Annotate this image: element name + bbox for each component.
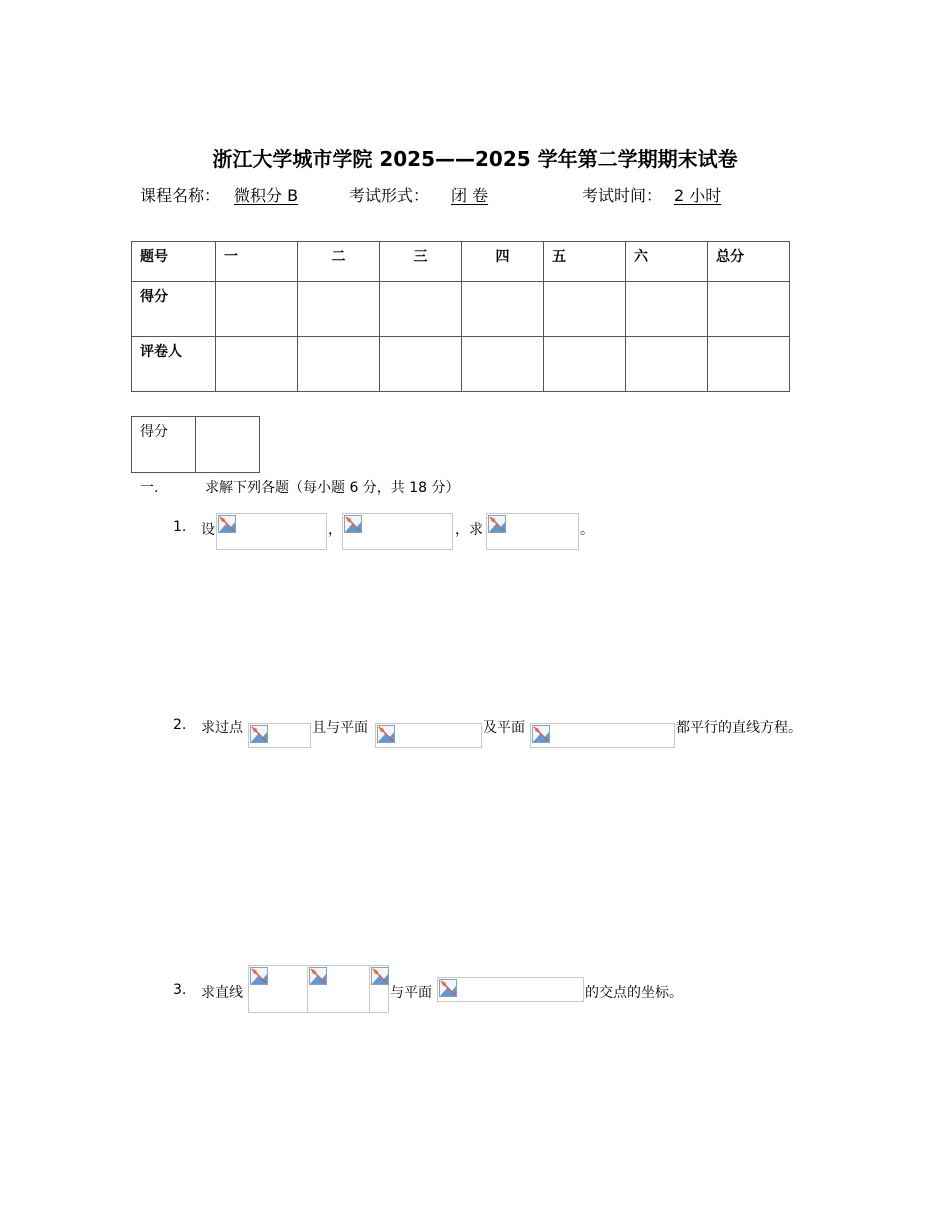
score-header-cell: 六 bbox=[626, 242, 708, 282]
formula-image bbox=[375, 723, 482, 748]
score-table-row bbox=[132, 282, 790, 337]
q3-text: 与平面 bbox=[390, 985, 432, 1001]
q3-number: 3. bbox=[173, 982, 187, 998]
grader-cell[interactable] bbox=[544, 337, 626, 392]
score-table-header-row bbox=[132, 242, 790, 282]
grader-cell[interactable] bbox=[216, 337, 298, 392]
grader-cell[interactable] bbox=[626, 337, 708, 392]
score-header-cell: 五 bbox=[544, 242, 626, 282]
exam-time-value: 2 小时 bbox=[674, 186, 722, 205]
score-header-cell: 总分 bbox=[708, 242, 790, 282]
grader-table-row bbox=[132, 337, 790, 392]
q2-text: 都平行的直线方程。 bbox=[676, 720, 802, 736]
q3-text: 的交点的坐标。 bbox=[585, 985, 683, 1001]
grader-cell[interactable] bbox=[380, 337, 462, 392]
score-cell[interactable] bbox=[708, 282, 790, 337]
score-header-cell: 二 bbox=[298, 242, 380, 282]
broken-image-icon bbox=[439, 979, 457, 997]
score-header-cell: 四 bbox=[462, 242, 544, 282]
section-score-label: 得分 bbox=[132, 417, 196, 473]
score-cell[interactable] bbox=[216, 282, 298, 337]
q1-text: 。 bbox=[580, 522, 594, 538]
exam-time-label: 考试时间： bbox=[582, 186, 663, 205]
section-score-box bbox=[131, 416, 260, 473]
exam-form-label: 考试形式： bbox=[349, 186, 430, 205]
exam-title: 浙江大学城市学院 2025——2025 学年第二学期期末试卷 bbox=[212, 147, 738, 171]
formula-image bbox=[248, 723, 311, 748]
score-header-cell: 题号 bbox=[132, 242, 216, 282]
broken-image-icon bbox=[532, 725, 550, 743]
formula-image bbox=[248, 965, 308, 1013]
section-score-cell[interactable] bbox=[196, 417, 260, 473]
formula-image bbox=[437, 977, 584, 1002]
q3-text: 求直线 bbox=[201, 985, 243, 1001]
broken-image-icon bbox=[377, 725, 395, 743]
score-cell[interactable] bbox=[298, 282, 380, 337]
score-cell[interactable] bbox=[626, 282, 708, 337]
formula-image bbox=[369, 965, 389, 1013]
q2-text: 求过点 bbox=[201, 720, 243, 736]
q1-text: ， bbox=[328, 522, 342, 538]
broken-image-icon bbox=[250, 967, 268, 985]
broken-image-icon bbox=[218, 515, 236, 533]
grader-cell[interactable] bbox=[462, 337, 544, 392]
grader-cell[interactable] bbox=[708, 337, 790, 392]
course-label: 课程名称： bbox=[140, 186, 221, 205]
grader-cell[interactable] bbox=[298, 337, 380, 392]
q2-text: 及平面 bbox=[483, 720, 525, 736]
broken-image-icon bbox=[488, 515, 506, 533]
q1-text: ，求 bbox=[455, 522, 483, 538]
broken-image-icon bbox=[250, 725, 268, 743]
formula-image bbox=[342, 513, 453, 550]
broken-image-icon bbox=[371, 967, 389, 985]
score-table bbox=[131, 241, 790, 392]
q1-number: 1. bbox=[173, 519, 187, 535]
q2-number: 2. bbox=[173, 717, 187, 733]
formula-image bbox=[486, 513, 579, 550]
section-number: 一. bbox=[140, 480, 159, 496]
score-cell[interactable] bbox=[462, 282, 544, 337]
q1-text: 设 bbox=[201, 522, 215, 538]
broken-image-icon bbox=[309, 967, 327, 985]
section-title: 求解下列各题（每小题 6 分，共 18 分） bbox=[205, 480, 460, 496]
formula-image bbox=[307, 965, 370, 1013]
exam-form-value: 闭 卷 bbox=[451, 186, 489, 205]
course-value: 微积分 B bbox=[234, 186, 299, 205]
score-cell[interactable] bbox=[380, 282, 462, 337]
formula-image bbox=[530, 723, 675, 748]
row-label: 得分 bbox=[132, 282, 216, 337]
score-header-cell: 一 bbox=[216, 242, 298, 282]
broken-image-icon bbox=[344, 515, 362, 533]
score-cell[interactable] bbox=[544, 282, 626, 337]
q2-text: 且与平面 bbox=[312, 720, 368, 736]
row-label: 评卷人 bbox=[132, 337, 216, 392]
formula-image bbox=[216, 513, 327, 550]
score-header-cell: 三 bbox=[380, 242, 462, 282]
